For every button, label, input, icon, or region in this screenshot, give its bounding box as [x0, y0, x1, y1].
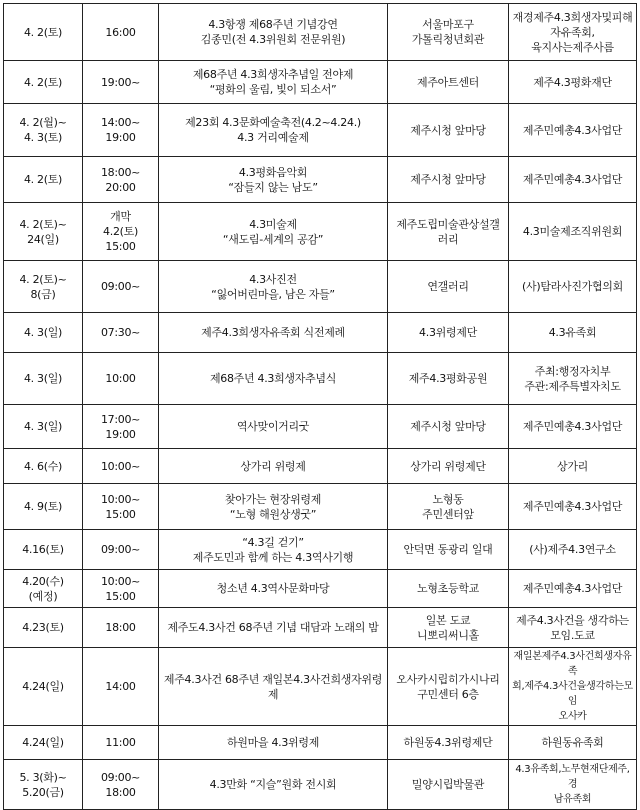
- event-name-cell: 제주4.3사건 68주년 재일본4.3사건희생자위령제: [159, 648, 388, 726]
- table-row: [4, 157, 637, 203]
- time-cell: 18:00~ 20:00: [83, 157, 159, 203]
- table-row: [4, 570, 637, 608]
- venue-cell: 오사카시립히가시나리 구민센터 6층: [388, 648, 509, 726]
- time-cell: 14:00: [83, 648, 159, 726]
- time-cell: 19:00~: [83, 61, 159, 104]
- venue-cell: 하원동4.3위령제단: [388, 726, 509, 760]
- organizer-cell: 4.3유족회,노무현재단제주,경 남유족회: [509, 760, 637, 810]
- time-cell: 09:00~: [83, 261, 159, 313]
- table-row: [4, 726, 637, 760]
- organizer-cell: 제주민예총4.3사업단: [509, 570, 637, 608]
- date-cell: 4. 3(일): [4, 313, 83, 353]
- organizer-cell: 4.3유족회: [509, 313, 637, 353]
- venue-cell: 제주시청 앞마당: [388, 157, 509, 203]
- venue-cell: 제주시청 앞마당: [388, 405, 509, 449]
- table-row: [4, 353, 637, 405]
- table-row: [4, 313, 637, 353]
- date-cell: 5. 3(화)~ 5.20(금): [4, 760, 83, 810]
- time-cell: 17:00~ 19:00: [83, 405, 159, 449]
- table-row: [4, 104, 637, 157]
- venue-cell: 제주도립미술관상설갤 러리: [388, 203, 509, 261]
- event-name-cell: 4.3항쟁 제68주년 기념강연 김종민(전 4.3위원회 전문위원): [159, 4, 388, 61]
- event-name-cell: 4.3평화음악회 “잠들지 않는 남도”: [159, 157, 388, 203]
- table-row: [4, 261, 637, 313]
- venue-cell: 노형동 주민센터앞: [388, 484, 509, 530]
- table-row: [4, 203, 637, 261]
- organizer-cell: (사)탐라사진가협의회: [509, 261, 637, 313]
- table-row: [4, 648, 637, 726]
- venue-cell: 밀양시립박물관: [388, 760, 509, 810]
- time-cell: 10:00~ 15:00: [83, 484, 159, 530]
- event-name-cell: 제주도4.3사건 68주년 기념 대담과 노래의 밤: [159, 608, 388, 648]
- date-cell: 4. 2(월)~ 4. 3(토): [4, 104, 83, 157]
- organizer-cell: 재일본제주4.3사건희생자유족 회,제주4.3사건을생각하는모임 오사카: [509, 648, 637, 726]
- event-name-cell: 청소년 4.3역사문화마당: [159, 570, 388, 608]
- table-row: [4, 608, 637, 648]
- time-cell: 10:00~ 15:00: [83, 570, 159, 608]
- event-name-cell: 제주4.3희생자유족회 식전제례: [159, 313, 388, 353]
- event-name-cell: 제68주년 4.3희생자추념일 전야제 “평화의 울림, 빛이 되소서”: [159, 61, 388, 104]
- table-row: [4, 4, 637, 61]
- table-row: [4, 530, 637, 570]
- time-cell: 10:00~: [83, 449, 159, 484]
- time-cell: 18:00: [83, 608, 159, 648]
- time-cell: 14:00~ 19:00: [83, 104, 159, 157]
- venue-cell: 제주아트센터: [388, 61, 509, 104]
- time-cell: 10:00: [83, 353, 159, 405]
- venue-cell: 일본 도쿄 니뽀리써니홀: [388, 608, 509, 648]
- table-row: [4, 484, 637, 530]
- time-cell: 개막 4.2(토) 15:00: [83, 203, 159, 261]
- table-row: [4, 449, 637, 484]
- event-schedule-table: [3, 3, 637, 810]
- date-cell: 4. 9(토): [4, 484, 83, 530]
- event-name-cell: 제68주년 4.3희생자추념식: [159, 353, 388, 405]
- event-name-cell: “4.3길 걷기” 제주도민과 함께 하는 4.3역사기행: [159, 530, 388, 570]
- venue-cell: 연갤러리: [388, 261, 509, 313]
- date-cell: 4. 2(토)~ 8(금): [4, 261, 83, 313]
- organizer-cell: 상가리: [509, 449, 637, 484]
- table-row: [4, 61, 637, 104]
- organizer-cell: (사)제주4.3연구소: [509, 530, 637, 570]
- event-name-cell: 역사맞이거리굿: [159, 405, 388, 449]
- organizer-cell: 4.3미술제조직위원회: [509, 203, 637, 261]
- organizer-cell: 재경제주4.3희생자및피해 자유족회, 육지사는제주사름: [509, 4, 637, 61]
- event-name-cell: 상가리 위령제: [159, 449, 388, 484]
- event-name-cell: 4.3만화 “지슬”원화 전시회: [159, 760, 388, 810]
- time-cell: 11:00: [83, 726, 159, 760]
- time-cell: 16:00: [83, 4, 159, 61]
- venue-cell: 4.3위령제단: [388, 313, 509, 353]
- venue-cell: 서울마포구 가톨릭청년회관: [388, 4, 509, 61]
- date-cell: 4.23(토): [4, 608, 83, 648]
- table-row: [4, 760, 637, 810]
- date-cell: 4. 3(일): [4, 353, 83, 405]
- date-cell: 4.20(수) (예정): [4, 570, 83, 608]
- event-name-cell: 하원마을 4.3위령제: [159, 726, 388, 760]
- organizer-cell: 제주민예총4.3사업단: [509, 104, 637, 157]
- date-cell: 4. 2(토): [4, 61, 83, 104]
- schedule-body: [4, 4, 637, 810]
- table-row: [4, 405, 637, 449]
- organizer-cell: 하원동유족회: [509, 726, 637, 760]
- venue-cell: 상가리 위령제단: [388, 449, 509, 484]
- date-cell: 4. 2(토)~ 24(일): [4, 203, 83, 261]
- time-cell: 09:00~: [83, 530, 159, 570]
- venue-cell: 제주시청 앞마당: [388, 104, 509, 157]
- organizer-cell: 제주민예총4.3사업단: [509, 484, 637, 530]
- organizer-cell: 제주4.3사건을 생각하는 모임.도쿄: [509, 608, 637, 648]
- venue-cell: 안덕면 동광리 일대: [388, 530, 509, 570]
- venue-cell: 노형초등학교: [388, 570, 509, 608]
- time-cell: 07:30~: [83, 313, 159, 353]
- date-cell: 4. 2(토): [4, 157, 83, 203]
- organizer-cell: 제주4.3평화재단: [509, 61, 637, 104]
- date-cell: 4. 2(토): [4, 4, 83, 61]
- date-cell: 4.16(토): [4, 530, 83, 570]
- event-name-cell: 제23회 4.3문화예술축전(4.2~4.24.) 4.3 거리예술제: [159, 104, 388, 157]
- event-name-cell: 찾아가는 현장위령제 “노형 해원상생굿”: [159, 484, 388, 530]
- time-cell: 09:00~ 18:00: [83, 760, 159, 810]
- event-name-cell: 4.3미술제 “새도림-세계의 공감”: [159, 203, 388, 261]
- venue-cell: 제주4.3평화공원: [388, 353, 509, 405]
- date-cell: 4. 6(수): [4, 449, 83, 484]
- organizer-cell: 제주민예총4.3사업단: [509, 157, 637, 203]
- date-cell: 4.24(일): [4, 726, 83, 760]
- event-name-cell: 4.3사진전 “잃어버린마을, 남은 자들”: [159, 261, 388, 313]
- organizer-cell: 주최:행정자치부 주관:제주특별자치도: [509, 353, 637, 405]
- date-cell: 4. 3(일): [4, 405, 83, 449]
- date-cell: 4.24(일): [4, 648, 83, 726]
- organizer-cell: 제주민예총4.3사업단: [509, 405, 637, 449]
